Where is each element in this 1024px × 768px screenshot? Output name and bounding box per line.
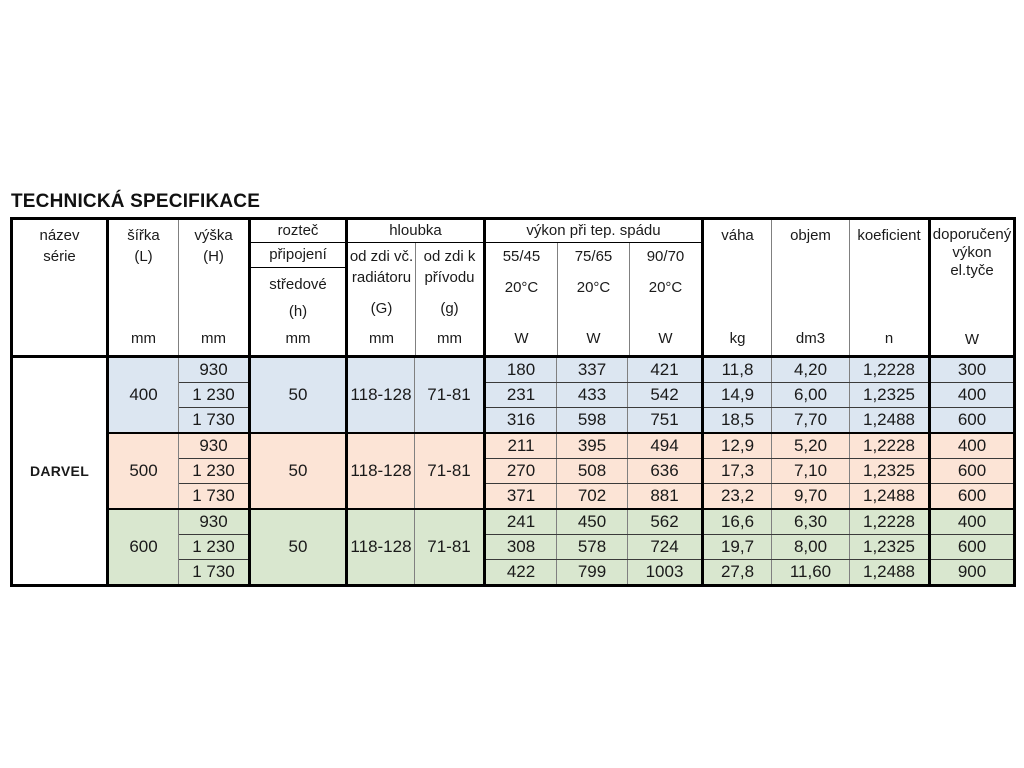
col-header-roztec [250, 219, 347, 357]
vaha-cell: 16,6 [703, 509, 772, 535]
header-label: váha [721, 227, 754, 244]
vykon-5545-cell: 231 [485, 383, 557, 408]
header-unit: kg [729, 330, 746, 347]
header-label: přívodu [424, 269, 475, 286]
objem-cell: 6,30 [772, 509, 850, 535]
doporuceny-cell: 400 [930, 433, 1015, 459]
header-row [12, 219, 1015, 357]
doporuceny-cell: 900 [930, 560, 1015, 586]
col-header-vyska [179, 219, 250, 357]
vykon-9070-cell: 636 [628, 459, 703, 484]
vykon-5545-cell: 308 [485, 535, 557, 560]
sirka-cell: 500 [108, 433, 179, 509]
vykon-7565-cell: 337 [557, 357, 628, 383]
hloubka-g-cell: 71-81 [415, 357, 485, 434]
vyska-cell: 1 230 [179, 459, 250, 484]
vykon-9070-cell: 751 [628, 408, 703, 434]
vykon-9070-cell: 421 [628, 357, 703, 383]
spec-table [10, 217, 1016, 587]
vykon-sub-5545 [486, 243, 557, 355]
col-header-vaha [703, 219, 772, 357]
header-sub: (h) [288, 303, 308, 320]
header-sub: (g) [440, 299, 459, 317]
koeficient-cell: 1,2325 [850, 535, 930, 560]
vaha-cell: 19,7 [703, 535, 772, 560]
col-header-nazev-serie [12, 219, 108, 357]
koeficient-cell: 1,2228 [850, 509, 930, 535]
doporuceny-cell: 600 [930, 535, 1015, 560]
vyska-cell: 1 230 [179, 535, 250, 560]
header-temp: 20°C [648, 279, 683, 296]
hloubka-G-cell: 118-128 [347, 357, 415, 434]
header-unit: mm [285, 330, 311, 347]
vykon-5545-cell: 241 [485, 509, 557, 535]
vaha-cell: 14,9 [703, 383, 772, 408]
vyska-cell: 930 [179, 357, 250, 383]
vykon-7565-cell: 508 [557, 459, 628, 484]
vykon-sub-9070 [629, 243, 701, 355]
col-header-vykon [485, 219, 703, 357]
header-unit: mm [437, 330, 462, 347]
header-label: 75/65 [574, 248, 613, 265]
vaha-cell: 12,9 [703, 433, 772, 459]
col-header-koeficient [850, 219, 930, 357]
objem-cell: 8,00 [772, 535, 850, 560]
header-sub: (G) [370, 299, 393, 317]
header-label: 90/70 [646, 248, 685, 265]
vaha-cell: 27,8 [703, 560, 772, 586]
col-header-doporuceny [930, 219, 1015, 357]
vykon-5545-cell: 371 [485, 484, 557, 510]
vyska-cell: 1 730 [179, 408, 250, 434]
koeficient-cell: 1,2325 [850, 459, 930, 484]
series-name-cell: DARVEL [12, 357, 108, 586]
doporuceny-cell: 600 [930, 408, 1015, 434]
vykon-7565-cell: 702 [557, 484, 628, 510]
header-label: středové [269, 276, 327, 293]
vykon-sub-7565 [557, 243, 629, 355]
vykon-7565-cell: 799 [557, 560, 628, 586]
header-unit: W [514, 330, 529, 347]
doporuceny-cell: 600 [930, 459, 1015, 484]
objem-cell: 11,60 [772, 560, 850, 586]
header-temp: 20°C [576, 279, 611, 296]
vykon-5545-cell: 316 [485, 408, 557, 434]
vyska-cell: 1 730 [179, 560, 250, 586]
koeficient-cell: 1,2228 [850, 357, 930, 383]
koeficient-cell: 1,2488 [850, 408, 930, 434]
vykon-5545-cell: 270 [485, 459, 557, 484]
header-label: objem [790, 227, 831, 244]
hloubka-G-cell: 118-128 [347, 433, 415, 509]
vyska-cell: 1 230 [179, 383, 250, 408]
vykon-7565-cell: 395 [557, 433, 628, 459]
hloubka-sub-g [415, 243, 483, 355]
objem-cell: 5,20 [772, 433, 850, 459]
header-label: 55/45 [502, 248, 541, 265]
objem-cell: 7,10 [772, 459, 850, 484]
vaha-cell: 17,3 [703, 459, 772, 484]
vyska-cell: 930 [179, 509, 250, 535]
hloubka-g-cell: 71-81 [415, 433, 485, 509]
roztec-cell: 50 [250, 433, 347, 509]
vyska-cell: 930 [179, 433, 250, 459]
header-label: výška [194, 227, 233, 244]
doporuceny-cell: 400 [930, 509, 1015, 535]
vykon-9070-cell: 724 [628, 535, 703, 560]
hloubka-sub-G [348, 243, 415, 355]
vykon-9070-cell: 1003 [628, 560, 703, 586]
header-unit: mm [131, 330, 156, 347]
header-unit: mm [201, 330, 226, 347]
header-label: hloubka [348, 220, 483, 243]
table-row [12, 357, 1015, 383]
header-unit: W [658, 330, 673, 347]
table-row [12, 509, 1015, 535]
col-header-objem [772, 219, 850, 357]
vykon-5545-cell: 211 [485, 433, 557, 459]
header-label: připojení [251, 243, 345, 268]
objem-cell: 6,00 [772, 383, 850, 408]
vyska-cell: 1 730 [179, 484, 250, 510]
vykon-9070-cell: 494 [628, 433, 703, 459]
koeficient-cell: 1,2488 [850, 560, 930, 586]
koeficient-cell: 1,2228 [850, 433, 930, 459]
header-unit: n [884, 330, 894, 347]
col-header-hloubka [347, 219, 485, 357]
hloubka-g-cell: 71-81 [415, 509, 485, 586]
vykon-9070-cell: 562 [628, 509, 703, 535]
koeficient-cell: 1,2325 [850, 383, 930, 408]
vykon-7565-cell: 598 [557, 408, 628, 434]
header-label: koeficient [857, 227, 921, 244]
sirka-cell: 400 [108, 357, 179, 434]
header-label: od zdi vč. [349, 248, 414, 265]
vykon-9070-cell: 542 [628, 383, 703, 408]
page-title: TECHNICKÁ SPECIFIKACE [11, 191, 261, 212]
header-sub: (L) [134, 248, 153, 265]
header-unit: dm3 [795, 330, 826, 347]
vykon-5545-cell: 422 [485, 560, 557, 586]
header-label: doporučený [932, 226, 1012, 243]
vykon-9070-cell: 881 [628, 484, 703, 510]
hloubka-G-cell: 118-128 [347, 509, 415, 586]
header-label: od zdi k [423, 248, 476, 265]
header-label: výkon při tep. spádu [486, 220, 701, 243]
table-row [12, 433, 1015, 459]
header-unit: W [586, 330, 601, 347]
header-label: el.tyče [950, 262, 994, 279]
objem-cell: 9,70 [772, 484, 850, 510]
roztec-cell: 50 [250, 509, 347, 586]
header-unit: W [964, 331, 980, 348]
header-label: série [43, 248, 76, 265]
roztec-cell: 50 [250, 357, 347, 434]
doporuceny-cell: 300 [930, 357, 1015, 383]
header-unit: mm [369, 330, 394, 347]
vykon-7565-cell: 433 [557, 383, 628, 408]
col-header-sirka [108, 219, 179, 357]
koeficient-cell: 1,2488 [850, 484, 930, 510]
doporuceny-cell: 400 [930, 383, 1015, 408]
vaha-cell: 23,2 [703, 484, 772, 510]
vaha-cell: 18,5 [703, 408, 772, 434]
sirka-cell: 600 [108, 509, 179, 586]
vykon-5545-cell: 180 [485, 357, 557, 383]
objem-cell: 4,20 [772, 357, 850, 383]
doporuceny-cell: 600 [930, 484, 1015, 510]
vaha-cell: 11,8 [703, 357, 772, 383]
header-label: výkon [952, 244, 992, 261]
header-temp: 20°C [504, 279, 539, 296]
header-label: šířka [127, 227, 160, 244]
vykon-7565-cell: 450 [557, 509, 628, 535]
header-sub: (H) [203, 248, 224, 265]
header-label: rozteč [251, 220, 345, 243]
vykon-7565-cell: 578 [557, 535, 628, 560]
header-label: název [39, 227, 80, 244]
header-label: radiátoru [351, 269, 412, 286]
objem-cell: 7,70 [772, 408, 850, 434]
